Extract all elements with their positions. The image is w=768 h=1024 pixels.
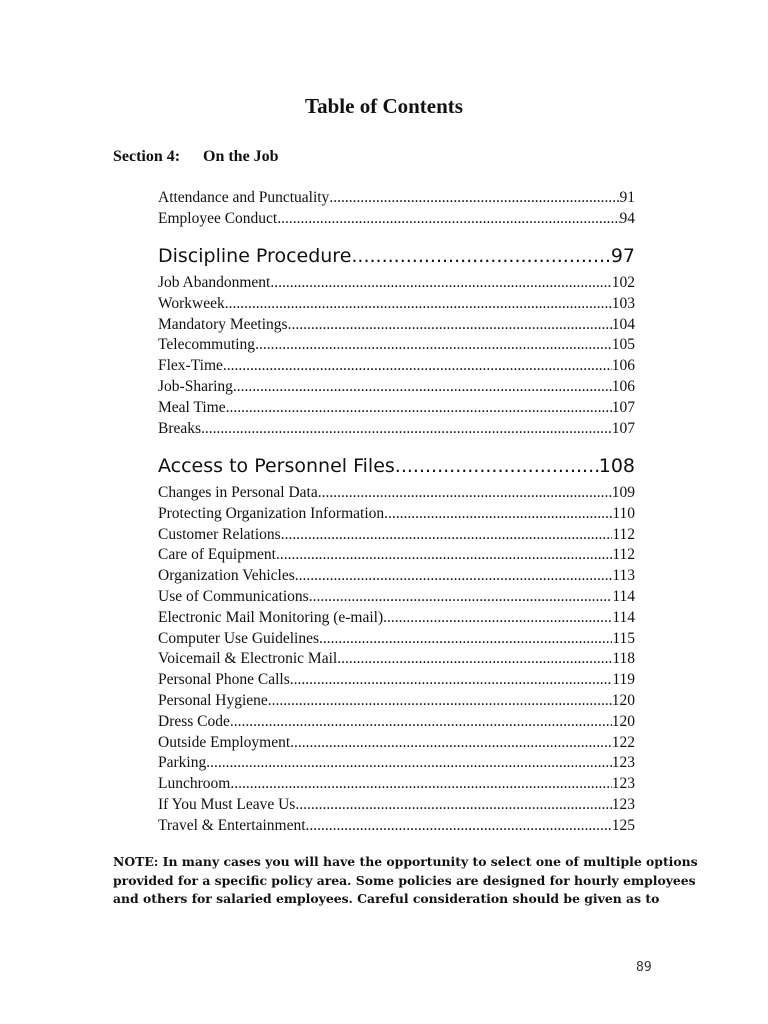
toc-entry[interactable] [158, 356, 635, 377]
page-number: 89 [636, 960, 652, 975]
dot-leader [226, 398, 612, 419]
toc-major-heading [158, 452, 635, 480]
dot-leader [337, 649, 612, 670]
dot-leader [290, 733, 612, 754]
toc-entry-page: 120 [611, 712, 635, 730]
toc-entry-label: Personal Hygiene [158, 691, 268, 709]
toc-entry-page: 110 [612, 504, 635, 522]
toc-entry-page: 109 [611, 484, 635, 501]
toc-entry-label: Job Abandonment [158, 274, 271, 291]
dot-leader [351, 242, 610, 270]
dot-leader [270, 273, 611, 294]
toc-entry[interactable] [158, 608, 635, 629]
dot-leader [309, 587, 613, 608]
dot-leader [230, 712, 612, 733]
toc-group-2 [158, 273, 635, 439]
toc-entry-label: Voicemail & Electronic Mail [158, 650, 338, 668]
note-line: provided for a specific policy area. Some policies are designed for hourly employees [113, 872, 696, 888]
dot-leader [288, 315, 612, 336]
toc-entry[interactable] [158, 566, 635, 587]
dot-leader [255, 335, 612, 356]
toc-entry-page: 94 [619, 209, 635, 227]
toc-entry-page: 118 [612, 650, 635, 668]
toc-entry[interactable] [158, 733, 635, 754]
toc-entry-page: 114 [612, 608, 635, 626]
dot-leader [223, 356, 612, 377]
toc-entry-page: 123 [611, 775, 635, 793]
toc-entry[interactable] [158, 753, 635, 774]
toc-entry-page: 125 [611, 816, 635, 834]
toc-entry-label: Use of Communications [158, 587, 309, 605]
toc-entry-page: 123 [611, 754, 635, 772]
note-line: and others for salaried employees. Careful consideration should be given as to [113, 891, 660, 906]
section-name: On the Job [203, 148, 279, 165]
toc-entry-label: Flex-Time [158, 357, 223, 375]
toc-entry-discipline-procedure[interactable] [158, 242, 635, 270]
toc-entry-page: 122 [611, 733, 635, 751]
toc-entry[interactable] [158, 398, 635, 419]
toc-entry[interactable] [158, 504, 635, 525]
note-paragraph [113, 853, 698, 909]
toc-entry[interactable] [158, 483, 635, 504]
toc-entry-label: Protecting Organization Information [158, 504, 385, 522]
toc-entry[interactable] [158, 377, 635, 398]
toc-entry-page: 107 [611, 398, 635, 416]
toc-entry[interactable] [158, 273, 635, 294]
dot-leader [206, 753, 612, 774]
toc-entry[interactable] [158, 691, 635, 712]
dot-leader [395, 452, 599, 480]
toc-entry-page: 107 [611, 419, 635, 437]
toc-entry-label: Changes in Personal Data [158, 484, 318, 501]
dot-leader [290, 670, 613, 691]
toc-entry-label: Travel & Entertainment [158, 816, 306, 834]
dot-leader [329, 188, 619, 209]
dot-leader [268, 691, 612, 712]
toc-entry-page: 112 [612, 546, 635, 564]
toc-entry-label: Mandatory Meetings [158, 315, 288, 333]
toc-entry-label: Parking [158, 754, 207, 772]
dot-leader [281, 525, 613, 546]
toc-entry[interactable] [158, 294, 635, 315]
toc-entry[interactable] [158, 795, 635, 816]
toc-entry-label: Workweek [158, 294, 225, 312]
toc-entry[interactable] [158, 335, 635, 356]
toc-heading-label: Access to Personnel Files [158, 455, 395, 477]
note-line: NOTE: In many cases you will have the opportunity to select one of multiple options [113, 854, 698, 869]
toc-entry[interactable] [158, 188, 635, 209]
toc-entry-page: 112 [612, 525, 635, 543]
dot-leader [306, 816, 612, 837]
toc-entry-page: 106 [611, 357, 635, 375]
toc-entry[interactable] [158, 315, 635, 336]
section-number: Section 4: [113, 148, 181, 165]
dot-leader [201, 419, 612, 440]
toc-entry-label: Meal Time [158, 398, 226, 416]
toc-heading-label: Discipline Procedure [158, 245, 352, 267]
dot-leader [277, 209, 619, 230]
toc-entry[interactable] [158, 209, 635, 230]
dot-leader [295, 566, 613, 587]
toc-entry[interactable] [158, 774, 635, 795]
toc-entry[interactable] [158, 629, 635, 650]
dot-leader [230, 774, 611, 795]
toc-entry-label: Electronic Mail Monitoring (e-mail) [158, 608, 384, 626]
section-heading [113, 148, 279, 166]
toc-entry[interactable] [158, 649, 635, 670]
toc-entry[interactable] [158, 670, 635, 691]
toc-entry-page: 113 [612, 567, 635, 585]
toc-entry-page: 114 [612, 587, 635, 605]
dot-leader [383, 608, 612, 629]
toc-entry-label: Care of Equipment [158, 546, 276, 564]
toc-entry-page: 120 [611, 691, 635, 709]
toc-heading-page: 108 [598, 455, 635, 477]
toc-entry-page: 102 [611, 274, 635, 291]
toc-entry-label: Dress Code [158, 712, 230, 730]
toc-entry-page: 119 [612, 671, 635, 689]
toc-heading-page: 97 [610, 245, 635, 267]
toc-entry[interactable] [158, 525, 635, 546]
toc-entry[interactable] [158, 816, 635, 837]
toc-entry-label: Telecommuting [158, 336, 256, 354]
toc-group-3 [158, 483, 635, 837]
toc-entry-label: Customer Relations [158, 525, 281, 543]
toc-major-heading [158, 242, 635, 270]
page-title: Table of Contents [305, 94, 463, 118]
dot-leader [276, 545, 612, 566]
toc-entry-page: 104 [611, 315, 635, 333]
toc-entry[interactable] [158, 712, 635, 733]
dot-leader [319, 629, 612, 650]
toc-entry-page: 115 [612, 629, 635, 647]
dot-leader [233, 377, 612, 398]
toc-group-1 [158, 188, 635, 230]
toc-entry[interactable] [158, 419, 635, 440]
toc-entry-page: 103 [611, 294, 635, 312]
toc-entry-label: Employee Conduct [158, 209, 278, 227]
toc-entry-label: Organization Vehicles [158, 567, 295, 585]
toc-entry-label: If You Must Leave Us [158, 795, 296, 813]
toc-entry-label: Personal Phone Calls [158, 671, 290, 689]
toc-entry-access-to-personnel-files[interactable] [158, 452, 635, 480]
toc-entry[interactable] [158, 545, 635, 566]
toc-entry[interactable] [158, 587, 635, 608]
toc-entry-label: Computer Use Guidelines [158, 629, 320, 647]
toc-entry-label: Job-Sharing [158, 377, 233, 395]
dot-leader [318, 483, 612, 504]
dot-leader [295, 795, 611, 816]
dot-leader [225, 294, 612, 315]
toc-entry-label: Outside Employment [158, 733, 291, 751]
toc-entry-page: 105 [611, 336, 635, 354]
toc-entry-page: 91 [619, 189, 635, 206]
toc-entry-label: Lunchroom [158, 775, 231, 793]
toc-entry-page: 123 [611, 795, 635, 813]
dot-leader [384, 504, 612, 525]
toc-entry-page: 106 [611, 377, 635, 395]
toc-entry-label: Breaks [158, 419, 202, 437]
toc-entry-label: Attendance and Punctuality [158, 189, 330, 206]
